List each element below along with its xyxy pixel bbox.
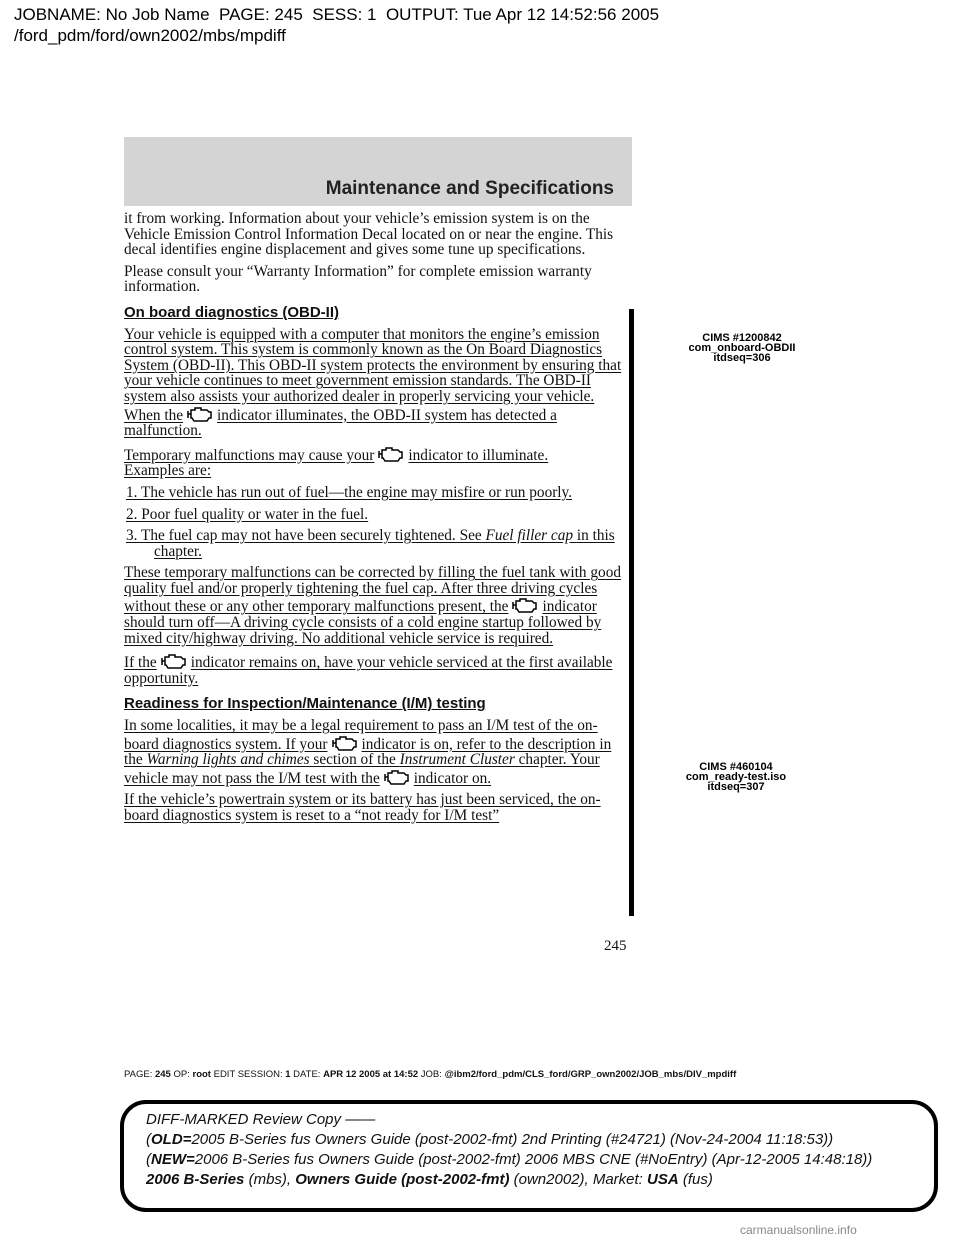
- text-fragment: Examples are:: [124, 462, 212, 480]
- text-fragment: indicator remains on, have your vehicle serviced at the first available opportunity.: [124, 654, 613, 687]
- text-fragment: If the: [124, 654, 157, 672]
- text-fragment: indicator should turn off—A driving cycle consists of a cold engine startup followed by mixed city/highway driving. No additional vehicle service is required.: [124, 598, 602, 647]
- footer-label: EDIT SESSION:: [213, 1069, 283, 1080]
- cims-tag-1: [672, 333, 812, 363]
- link-fuel-filler-cap[interactable]: Fuel filler cap: [485, 527, 574, 545]
- paragraph-remains-on: [124, 652, 628, 686]
- review-value: Owners Guide (post-2002-fmt): [295, 1171, 510, 1188]
- review-value: USA: [647, 1171, 679, 1188]
- job-line-2: /ford_pdm/ford/own2002/mbs/mpdiff: [14, 26, 286, 45]
- check-engine-icon: [511, 596, 539, 614]
- check-engine-icon: [160, 652, 188, 670]
- review-label: NEW=: [151, 1151, 195, 1168]
- cims-seq: itdseq=306: [713, 352, 771, 364]
- check-engine-icon: [186, 405, 214, 423]
- footer-label: PAGE:: [124, 1069, 153, 1080]
- text-fragment: Your vehicle is equipped with a computer that monitors the engine’s emission control system. This system is commonly known as the On Board Diagnostics System (OBD-II). This OBD-II system protects the environment by ensuring that your vehicle continues to meet government emission standards. The OBD-II system also assists your authorized dealer in properly servicing your vehicle. When the: [124, 325, 622, 424]
- link-instrument-cluster[interactable]: Instrument Cluster: [399, 751, 515, 769]
- footer-label: OP:: [173, 1069, 190, 1080]
- cims-seq: itdseq=307: [707, 781, 765, 793]
- paragraph-emission-intro: it from working. Information about your vehicle’s emission system is on the Vehicle Emission Control Information Decal located on or near the engine. This decal identifies engine displacement and gives some tune up specifications.: [124, 210, 614, 259]
- text-fragment: in this chapter.: [154, 527, 615, 560]
- cims-file: com_ready-test.iso: [685, 771, 787, 783]
- review-text: (own2002),: [513, 1171, 589, 1188]
- paragraph-temporary: [124, 565, 628, 646]
- heading-obd: On board diagnostics (OBD-II): [124, 303, 340, 321]
- body-text: [124, 211, 628, 830]
- paragraph-obd-1: [124, 327, 628, 439]
- list-item-1: 1. The vehicle has run out of fuel—the engine may misfire or run poorly.: [126, 483, 573, 501]
- review-copy-box: [120, 1100, 938, 1212]
- cims-tag-2: [666, 762, 806, 792]
- footer-value: 245: [154, 1069, 171, 1080]
- heading-im-testing: Readiness for Inspection/Maintenance (I/M) testing: [124, 695, 486, 713]
- cims-id: CIMS #1200842: [702, 332, 782, 344]
- check-engine-icon: [377, 445, 405, 463]
- text-fragment: These temporary malfunctions can be corrected by filling the fuel tank with good quality fuel and/or properly tightening the fuel cap. After three driving cycles without these or any other temporary malfunctions present, the: [124, 564, 621, 616]
- cims-id: CIMS #460104: [699, 761, 773, 773]
- footer-label: JOB:: [420, 1069, 442, 1080]
- watermark: carmanualsonline.info: [740, 1223, 857, 1237]
- review-product: [146, 1170, 934, 1190]
- text-fragment: section of the: [313, 751, 396, 769]
- job-header: [14, 4, 659, 46]
- review-old: (OLD=2005 B-Series fus Owners Guide (post-2002-fmt) 2nd Printing (#24721) (Nov-24-2004 11:18:53)): [146, 1131, 834, 1148]
- review-text: 2006 B-Series fus Owners Guide (post-2002-fmt) 2006 MBS CNE (#NoEntry) (Apr-12-2005 14:48:18)): [194, 1151, 873, 1168]
- review-title: DIFF-MARKED Review Copy ——: [146, 1111, 376, 1128]
- change-bar: [629, 309, 634, 916]
- review-value: 2006 B-Series: [146, 1171, 245, 1188]
- review-label: OLD=: [151, 1131, 192, 1148]
- review-text: (mbs),: [248, 1171, 292, 1188]
- check-engine-icon: [383, 768, 411, 786]
- footer-value: root: [192, 1069, 211, 1080]
- footer-value: @ibm2/ford_pdm/CLS_ford/GRP_own2002/JOB_mbs/DIV_mpdiff: [444, 1069, 737, 1080]
- paragraph-warranty: Please consult your “Warranty Information” for complete emission warranty information.: [124, 262, 592, 296]
- section-header: [124, 137, 632, 206]
- link-warning-lights[interactable]: Warning lights and chimes: [146, 751, 310, 769]
- review-text: Market:: [592, 1171, 643, 1188]
- list-item-2: 2. Poor fuel quality or water in the fuel.: [126, 505, 369, 523]
- text-fragment: indicator on.: [413, 769, 492, 787]
- paragraph-obd-2: [124, 445, 628, 479]
- review-text: 2005 B-Series fus Owners Guide (post-2002-fmt) 2nd Printing (#24721) (Nov-24-2004 11:18:53)): [191, 1131, 834, 1148]
- paragraph-im-1: [124, 718, 628, 786]
- text-fragment: chapter. Your vehicle may not pass the I/M test with the: [124, 751, 600, 787]
- text-fragment: In some localities, it may be a legal requirement to pass an I/M test of the on-board diagnostics system. If your: [124, 717, 598, 753]
- review-new: (NEW=2006 B-Series fus Owners Guide (post-2002-fmt) 2006 MBS CNE (#NoEntry) (Apr-12-2005 14:48:18)): [146, 1151, 873, 1168]
- print-footer: [124, 1069, 736, 1080]
- page-number: 245: [604, 938, 627, 954]
- cims-file: com_onboard-OBDII: [688, 342, 796, 354]
- job-line-1: JOBNAME: No Job Name PAGE: 245 SESS: 1 OUTPUT: Tue Apr 12 14:52:56 2005: [14, 5, 660, 24]
- text-fragment: indicator to illuminate.: [408, 446, 549, 464]
- paragraph-im-2: If the vehicle’s powertrain system or its battery has just been serviced, the on-board diagnostics system is reset to a “not ready for I/M test”: [124, 791, 601, 824]
- check-engine-icon: [331, 734, 359, 752]
- list-item-3: [124, 528, 628, 559]
- text-fragment: indicator illuminates, the OBD-II system has detected a malfunction.: [124, 406, 557, 440]
- footer-label: DATE:: [293, 1069, 321, 1080]
- footer-value: 1: [285, 1069, 291, 1080]
- footer-value: APR 12 2005 at 14:52: [323, 1069, 419, 1080]
- text-fragment: 3. The fuel cap may not have been securely tightened. See: [126, 527, 482, 545]
- section-title: Maintenance and Specifications: [325, 178, 614, 199]
- text-fragment: indicator is on, refer to the description in the: [124, 735, 612, 769]
- text-fragment: Temporary malfunctions may cause your: [124, 446, 375, 464]
- review-text: (fus): [682, 1171, 713, 1188]
